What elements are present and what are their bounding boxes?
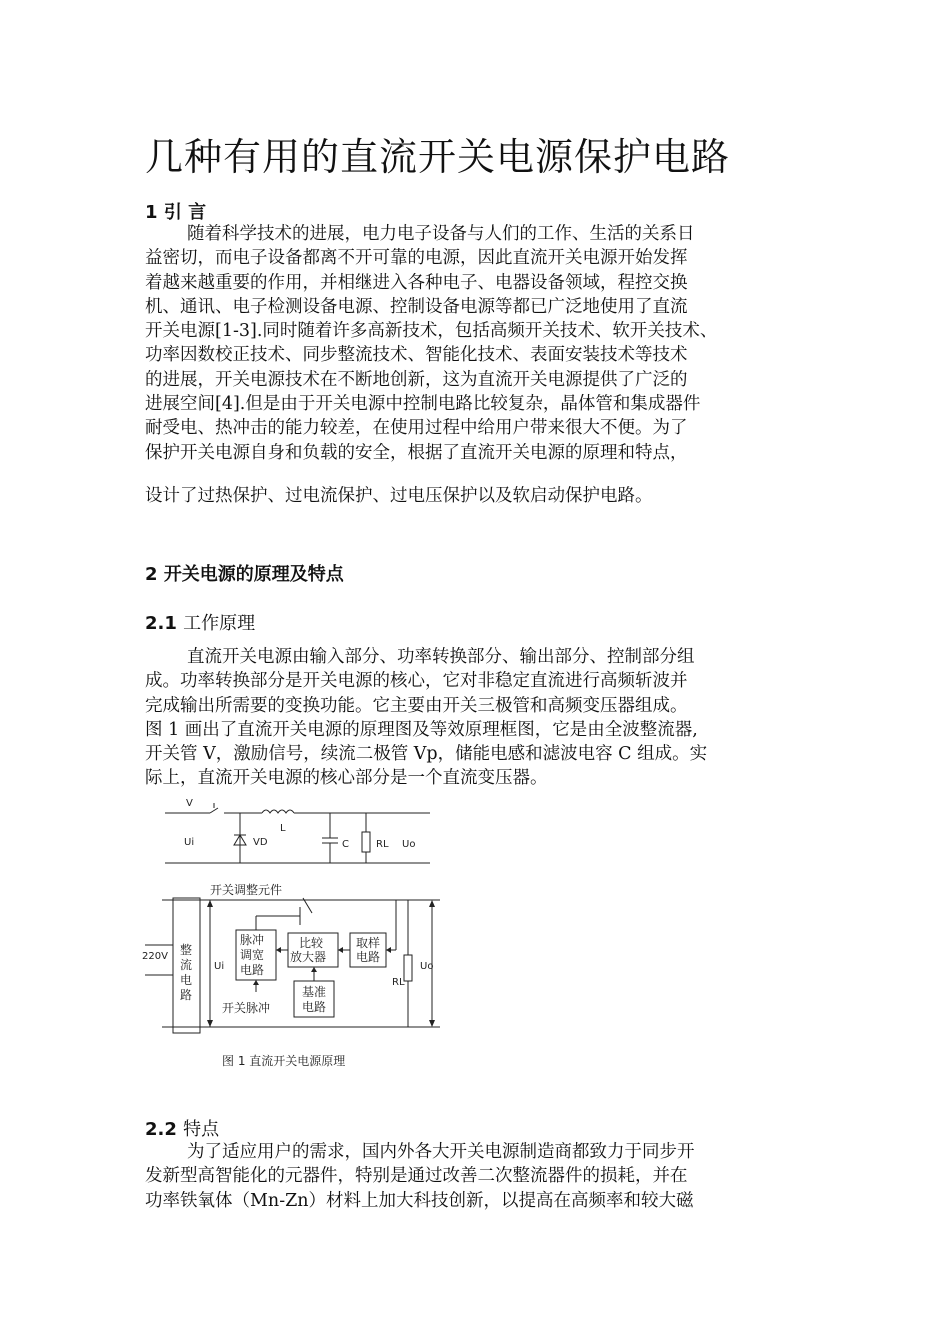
- rectifier-char: 路: [180, 988, 193, 1002]
- text-line: 随着科学技术的进展，电力电子设备与人们的工作、生活的关系日: [187, 224, 695, 244]
- comparator-box-line: 比较: [299, 936, 324, 950]
- label-ui-top: Ui: [184, 837, 195, 848]
- reference-box-line: 基准: [302, 985, 327, 999]
- reference-box-line: 电路: [302, 1000, 327, 1014]
- figure-caption: 图 1 直流开关电源原理: [222, 1054, 346, 1068]
- rectifier-char: 电: [180, 973, 193, 987]
- text-line: 着越来越重要的作用，并相继进入各种电子、电器设备领域，程控交换: [145, 272, 688, 293]
- intro-last-line: [145, 484, 825, 508]
- text-line: 进展空间[4].但是由于开关电源中控制电路比较复杂，晶体管和集成器件: [145, 394, 701, 415]
- section-number: 2: [145, 564, 158, 585]
- label-l: L: [280, 823, 286, 834]
- sample-box-line: 取样: [356, 936, 381, 950]
- features-paragraph: [145, 1140, 825, 1213]
- text-line: 益密切，而电子设备都离不开可靠的电源，因此直流开关电源开始发挥: [145, 248, 688, 269]
- section-2-1-heading: [145, 609, 255, 635]
- text-line: 图 1 画出了直流开关电源的原理图及等效原理框图，它是由全波整流器,: [145, 719, 698, 740]
- sample-box-line: 电路: [356, 950, 381, 964]
- pulse-box-line: 调宽: [240, 948, 265, 962]
- label-v: V: [186, 798, 193, 809]
- text-line: 完成输出所需要的变换功能。它主要由开关三极管和高频变压器组成。: [145, 695, 688, 716]
- rectifier-char: 流: [180, 958, 193, 972]
- working-principle-paragraph: [145, 645, 825, 791]
- input-220v-label: 220V: [142, 951, 168, 962]
- text-line: 际上，直流开关电源的核心部分是一个直流变压器。: [145, 768, 548, 789]
- text-line: 开关电源[1-3].同时随着许多高新技术，包括高频开关技术、软开关技术、: [145, 321, 718, 342]
- text-line: 开关管 V，激励信号，续流二极管 Vp，储能电感和滤波电容 C 组成。实: [145, 744, 708, 765]
- text-line: 直流开关电源由输入部分、功率转换部分、输出部分、控制部分组: [187, 647, 695, 667]
- label-rl-top: RL: [376, 839, 389, 850]
- text-line: 发新型高智能化的元器件，特别是通过改善二次整流器件的损耗，并在: [145, 1166, 688, 1187]
- intro-paragraph: [145, 222, 825, 465]
- section-label: 引 言: [163, 202, 207, 223]
- text-line: 的进展，开关电源技术在不断地创新，这为直流开关电源提供了广泛的: [145, 369, 688, 390]
- text-line: 功率铁氧体（Mn-Zn）材料上加大科技创新，以提高在高频率和较大磁: [145, 1190, 694, 1211]
- label-vd: VD: [253, 837, 268, 848]
- pulse-box-line: 脉冲: [240, 933, 265, 947]
- text-line: 为了适应用户的需求，国内外各大开关电源制造商都致力于同步开: [187, 1142, 695, 1162]
- label-rl-bottom: RL: [392, 977, 405, 988]
- document-title: 几种有用的直流开关电源保护电路: [145, 135, 731, 179]
- section-2-2-heading: [145, 1115, 219, 1141]
- rectifier-char: 整: [180, 943, 193, 957]
- switch-element-label: 开关调整元件: [210, 883, 283, 897]
- label-ui-bottom: Ui: [214, 961, 225, 972]
- text-line: 保护开关电源自身和负载的安全，根据了直流开关电源的原理和特点，: [145, 442, 688, 463]
- section-2-heading: [145, 560, 344, 586]
- text-line: 功率因数校正技术、同步整流技术、智能化技术、表面安装技术等技术: [145, 345, 688, 366]
- text-line: 成。功率转换部分是开关电源的核心，它对非稳定直流进行高频斩波并: [145, 671, 688, 692]
- section-number: 2.2: [145, 1119, 177, 1140]
- text-line: 机、通讯、电子检测设备电源、控制设备电源等都已广泛地使用了直流: [145, 296, 688, 317]
- section-1-heading: [145, 198, 206, 224]
- section-number: 2.1: [145, 613, 177, 634]
- comparator-box-line: 放大器: [290, 950, 327, 964]
- label-uo-top: Uo: [402, 839, 416, 850]
- label-c: C: [342, 839, 349, 850]
- section-label: 特点: [183, 1119, 220, 1140]
- switch-pulse-label: 开关脉冲: [222, 1001, 271, 1015]
- text-line: 耐受电、热冲击的能力较差，在使用过程中给用户带来很大不便。为了: [145, 418, 688, 439]
- section-number: 1: [145, 202, 158, 223]
- text-line: 设计了过热保护、过电流保护、过电压保护以及软启动保护电路。: [145, 486, 653, 506]
- section-label: 工作原理: [183, 613, 256, 634]
- section-label: 开关电源的原理及特点: [163, 564, 344, 585]
- pulse-box-line: 电路: [240, 963, 265, 977]
- label-uo-bottom: Uo: [420, 961, 434, 972]
- figure-1-circuit-diagram: [140, 795, 460, 1075]
